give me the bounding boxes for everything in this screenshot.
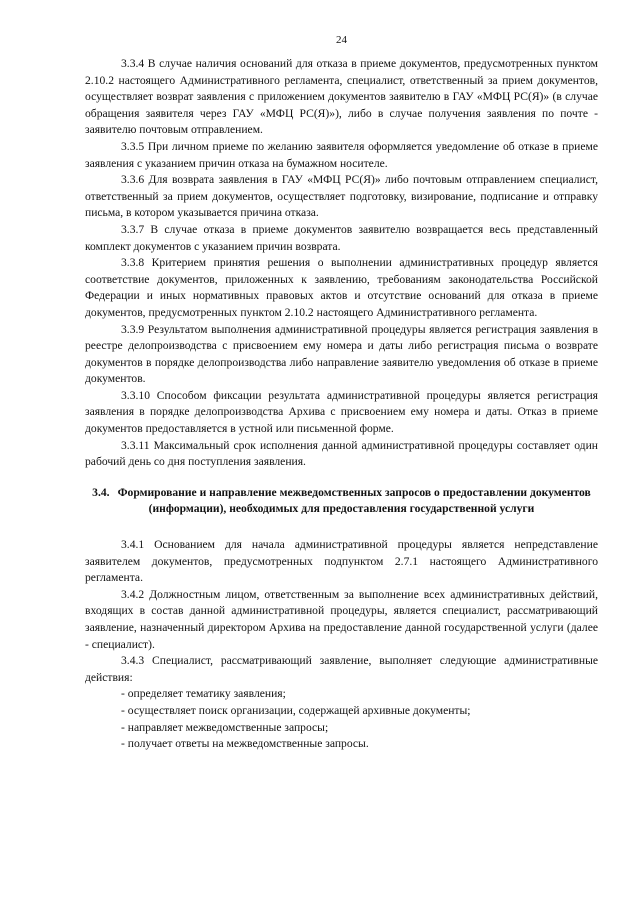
section-3-4-body bbox=[85, 537, 598, 753]
list-item: - осуществляет поиск организации, содержащей архивные документы; bbox=[121, 703, 471, 717]
paragraph-3-4-1: 3.4.1 Основанием для начала административной процедуры является непредставление заявителем документов, предусмотренных подпунктом 2.7.1 настоящего Административного регламента. bbox=[85, 538, 598, 585]
paragraph-3-4-2: 3.4.2 Должностным лицом, ответственным за выполнение всех административных действий, входящих в состав данной административной процедуры, является специалист, рассматривающий заявление, назначенный директором Архива на предоставление данной государственной услуги (далее - специалист). bbox=[85, 587, 598, 651]
paragraph-3-3-11: 3.3.11 Максимальный срок исполнения данной административной процедуры составляет один рабочий день со дня поступления заявления. bbox=[85, 438, 598, 469]
list-item: - определяет тематику заявления; bbox=[121, 687, 286, 701]
section-heading bbox=[85, 485, 598, 518]
paragraph-3-3-8: 3.3.8 Критерием принятия решения о выполнении административных процедур является соответствие документов, приложенных к заявлению, требованиям законодательства Российской Федерации и иных нормативных правовых актов и отсутствие оснований для отказа в приеме документов, предусмотренных пунктом 2.10.2 настоящего Административного регламента. bbox=[85, 256, 598, 319]
paragraph-3-3-4: 3.3.4 В случае наличия оснований для отказа в приеме документов, предусмотренных пунктом 2.10.2 настоящего Административного регламента, специалист, ответственный за прием документов, осуществляет возврат заявления с приложением документов заявителю в ГАУ «МФЦ РС(Я)» (в случае обращения заявителя через ГАУ «МФЦ РС(Я)»), либо в случае получения заявления по почте - заявителю почтовым отправлением. bbox=[85, 57, 598, 137]
section-3-3-body bbox=[85, 56, 598, 471]
page-number: 24 bbox=[336, 34, 347, 46]
paragraph-3-3-7: 3.3.7 В случае отказа в приеме документов заявителю возвращается весь представленный комплект документов с указанием причин возврата. bbox=[85, 222, 598, 253]
paragraph-3-3-6: 3.3.6 Для возврата заявления в ГАУ «МФЦ РС(Я)» либо почтовым отправлением специалист, ответственный за прием документов, осуществляет подготовку, визирование, подписание и отправку письма, в котором указывается причина отказа. bbox=[85, 173, 598, 220]
paragraph-3-3-10: 3.3.10 Способом фиксации результата административной процедуры является регистрация заявления в порядке делопроизводства Архива с присвоением ему номера и даты. Отказ в приеме документов предоставляется в устной или письменной форме. bbox=[85, 388, 598, 436]
list-item: - направляет межведомственные запросы; bbox=[121, 720, 329, 734]
paragraph-3-3-9: 3.3.9 Результатом выполнения административной процедуры является регистрация заявления в реестре делопроизводства с присвоением ему номера и даты либо регистрация письма о возврате документов в порядке делопроизводства либо направление заявителю уведомления об отказе в приеме документов. bbox=[85, 322, 598, 386]
section-title: Формирование и направление межведомственных запросов о предоставлении документов (информации), необходимых для предоставления государственной услуги bbox=[117, 485, 591, 516]
section-number: 3.4. bbox=[92, 485, 110, 499]
paragraph-3-4-3: 3.4.3 Специалист, рассматривающий заявление, выполняет следующие административные действия: bbox=[85, 654, 598, 684]
list-item: - получает ответы на межведомственные запросы. bbox=[121, 737, 369, 751]
paragraph-3-3-5: 3.3.5 При личном приеме по желанию заявителя оформляется уведомление об отказе в приеме заявления с указанием причин отказа на бумажном носителе. bbox=[85, 139, 598, 170]
actions-list bbox=[85, 686, 598, 752]
